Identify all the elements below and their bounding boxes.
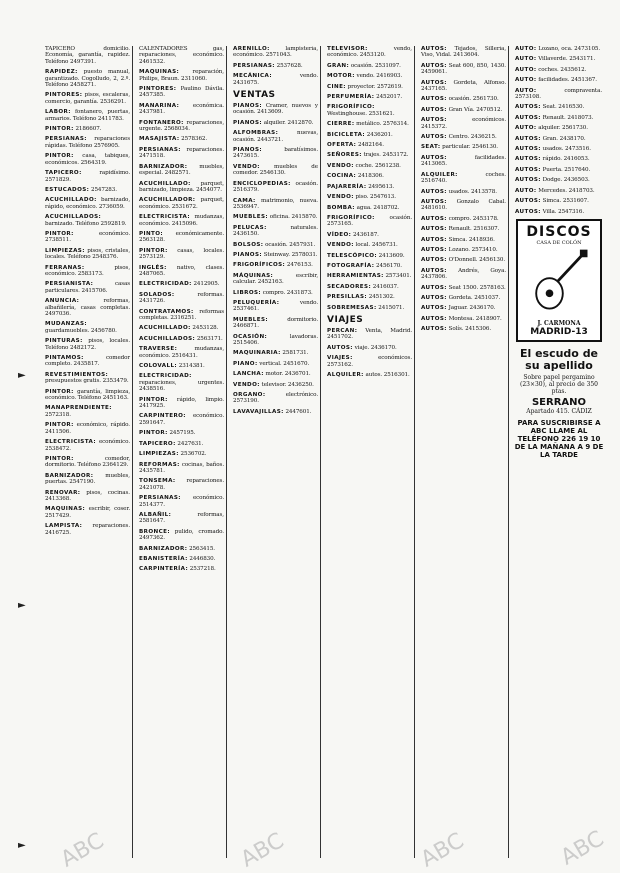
classified-ad: VENDO: coche. 2561238. xyxy=(327,162,401,169)
classified-ad: PINTOR: 2457195. xyxy=(139,430,196,437)
classified-ad: AUTOS: Seat 600, 850, 1430. 2459061. xyxy=(421,62,506,76)
classified-ad: MECÁNICA: vendo. 2431675. xyxy=(233,73,318,86)
classified-ad: AUTO: alquiler. 2561730. xyxy=(515,125,588,132)
classified-ad: SECADORES: 2416037. xyxy=(327,283,399,290)
classified-ad: AUTOS: Gordeta, Alfonso. 2437165. xyxy=(421,79,506,93)
classified-ad: ORGANO: electrónico. 2573190. xyxy=(233,392,318,405)
classified-ad: PINTOR: casas, locales. 2573129. xyxy=(139,247,224,261)
classified-ad: AUTOS: Puerta. 2517640. xyxy=(515,166,591,173)
classified-ad: PINTAMOS: comedor completo. 2435817. xyxy=(45,355,130,368)
classified-ad: EBANISTERÍA: 2446830. xyxy=(139,555,216,562)
classified-ad: ACUCHILLADOS: barnizado. Teléfono 2592819. xyxy=(45,214,127,227)
classified-ad: AUTOS: Gran Vía. 2470512. xyxy=(421,106,503,113)
classified-ad: PRESILLAS: 2451302. xyxy=(327,294,395,301)
classified-ad: PINTOR: 2186607. xyxy=(45,126,102,133)
classified-ad: MUEBLES: dormitorio. 2466871. xyxy=(233,316,318,330)
classified-ad: AUTO: coches. 2435612. xyxy=(515,66,587,73)
classified-ad: PINTO: económicamente. 2563128. xyxy=(139,230,224,244)
classified-ad: TAPICERO: rapidísimo. 2571829. xyxy=(45,170,130,183)
classified-ad: ELECTRICIDAD: reparaciones, urgentes. 2438516. xyxy=(139,373,224,393)
classified-ad: VÍDEO: 2436187. xyxy=(327,231,379,238)
classified-ad: INGLÉS: nativo, clases. 2487065. xyxy=(139,264,224,277)
classified-ad: AUTOS: ocasión. 2561730. xyxy=(421,96,499,103)
classified-ad: MUEBLES: oficina. 2415870. xyxy=(233,214,318,221)
classified-ad: ALQUILER: autos. 2516301. xyxy=(327,372,410,378)
classified-ad: HERRAMIENTAS: 2573401. xyxy=(327,273,412,280)
classified-ad: PINTOR: garantía, limpieza, económico. Teléfono 2451163. xyxy=(45,388,130,402)
tick-mark: ► xyxy=(18,600,26,611)
classified-ad: AUTOS: Dodge. 2436503. xyxy=(515,177,590,184)
classified-ad: CAMA: matrimonio, nueva. 2536947. xyxy=(233,197,318,210)
discos-advert xyxy=(516,219,602,342)
classified-ad: LABOR: fontanero, puertas, armarios. Teléfono 2411783. xyxy=(45,109,130,122)
classified-ad: AUTOS: facilidades. 2413065. xyxy=(421,154,506,168)
classified-ad: SOLADOS: reformas. 2431726. xyxy=(139,291,224,305)
classified-ad: AUTO: Lozano, oca. 2473105. xyxy=(515,46,601,52)
classified-ad: CARPINTERÍA: 2537218. xyxy=(139,566,216,573)
classified-ad: GRAN: ocasión. 2531097. xyxy=(327,62,401,69)
classified-ad: PINTOR: casa, tabiques, económicos. 2564319. xyxy=(45,153,130,166)
classified-ad: TAPICERO domicilio. Economía, garantía, rapidez. Teléfono 2497391. xyxy=(45,46,130,65)
classified-ad: TAPICERO: 2427631. xyxy=(139,440,204,447)
classified-ad: BARNIZADOR: muebles, especial. 2482571. xyxy=(139,163,224,177)
guitar-icon xyxy=(521,246,597,316)
classified-ad: AUTOS: económicos. 2415372. xyxy=(421,117,506,130)
classified-ad: AUTOS: Centro. 2436215. xyxy=(421,134,497,141)
classified-ad: AUTOS: Jaguar. 2436170. xyxy=(421,305,496,312)
classified-ad: PERSIANAS: reparaciones. 2471518. xyxy=(139,146,224,160)
classified-ad: VIAJES: económicos. 2573162. xyxy=(327,355,412,368)
classified-ad: PINTOR: económico. 2738511. xyxy=(45,230,130,244)
column-2 xyxy=(138,46,227,858)
classified-ad: ACUCHILLADOR: parquet, económico. 2531672. xyxy=(139,197,224,210)
classified-ad: SEAT: particular. 2546130. xyxy=(421,144,498,151)
classified-ad: AUTOS: Simca. 2531607. xyxy=(515,198,589,205)
classified-ad: PAJARERÍA: 2495613. xyxy=(327,183,395,190)
promo-headline: El escudo de su apellido xyxy=(519,346,599,372)
classified-ad: AUTOS: Seat 1500. 2578163. xyxy=(421,284,506,291)
classified-ad: AUTOS: usados. 2413578. xyxy=(421,188,497,195)
classified-ad: MASAJISTA: 2578362. xyxy=(139,136,208,143)
classified-ad: AUTOS: Lozano. 2573410. xyxy=(421,246,498,253)
section-heading: VIAJES xyxy=(327,314,364,325)
watermark-abc: ABC xyxy=(56,828,109,873)
classified-ad: ALBAÑIL: reformas, 2581647. xyxy=(139,511,224,525)
classified-ad: SOBREMESAS: 2415071. xyxy=(327,304,405,311)
classified-ad: VENDO: local. 2456731. xyxy=(327,242,398,249)
classified-ad: MÁQUINAS: escribir, calcular. 2452163. xyxy=(233,272,318,286)
watermark-abc: ABC xyxy=(236,828,289,873)
classified-ad: AUTOS: Villa. 2547316. xyxy=(515,208,585,215)
classified-ad: BOLSOS: ocasión. 2457931. xyxy=(233,241,316,248)
classified-ad: AUTOS: compro. 2453178. xyxy=(421,215,499,222)
classified-ad: FOTOGRAFÍA: 2456170. xyxy=(327,262,402,269)
classified-ad: AUTOS: Andrés, Goya. 2437806. xyxy=(421,267,506,281)
classified-ad: TELESCÓPICO: 2413609. xyxy=(327,252,405,259)
classified-ad: PERSIANAS: 2537628. xyxy=(233,62,303,69)
classified-ad: PINTOR: rápido, limpio. 2417925. xyxy=(139,396,224,410)
classified-ad: ENCICLOPEDIAS: ocasión. 2516379. xyxy=(233,180,318,194)
classified-ad: TONSEMA: reparaciones. 2421078. xyxy=(139,478,224,491)
classified-ad: AUTOS: O'Donnell. 2456130. xyxy=(421,257,506,264)
classified-ad: ELECTRICISTA: mudanzas, económico. 2415096. xyxy=(139,214,224,227)
classified-ad: PERSIANISTA: casas particulares. 2415706. xyxy=(45,281,130,294)
classified-ad: FERRANAS: pisos, económico. 2583173. xyxy=(45,264,130,277)
promo-brand: SERRANO xyxy=(531,396,587,408)
classified-ad: TRAVERSE: mudanzas, económico. 2516431. xyxy=(139,346,224,359)
classified-ad: AUTOS: viaje. 2436170. xyxy=(327,344,397,351)
classified-ad: AUTOS: Renault. 2516307. xyxy=(421,226,500,233)
classified-ad: COCINA: 2418306. xyxy=(327,173,384,180)
classified-ad: AUTO: Villaverde. 2543171. xyxy=(515,56,596,63)
section-heading: VENTAS xyxy=(233,90,276,101)
classified-ad: PINTORES: pisos, escaleras, comercio, garantía. 2536291. xyxy=(45,92,130,105)
classified-ad: PIANOS: alquiler. 2412870. xyxy=(233,119,314,126)
classified-ad: BRONCE: pulido, cromado. 2497362. xyxy=(139,528,224,542)
classified-ad: AUTOS: rápido. 2416053. xyxy=(515,156,590,163)
classified-ad: FRIGORÍFICO: ocasión. 2573165. xyxy=(327,214,412,228)
column-3 xyxy=(232,46,321,858)
classified-ad: REFORMAS: cocinas, baños. 2435781. xyxy=(139,461,224,474)
classified-ad: BARNIZADOR: 2563415. xyxy=(139,545,215,552)
classified-ad: AUTOS: Gonzalo Cabal. 2481610. xyxy=(421,198,506,212)
classified-ad: PERCAN: Venta, Madrid. 2451702. xyxy=(327,327,412,341)
classified-ad: MAQUINARIA: 2581731. xyxy=(233,350,309,357)
classified-ad: ACUCHILLADO: 2453128. xyxy=(139,325,219,332)
classified-ad: AUTO: compraventa. 2573108. xyxy=(515,87,602,101)
classified-ad: LIBROS: compro. 2431873. xyxy=(233,289,313,296)
classified-ad: ACUCHILLADOS: 2563171. xyxy=(139,335,223,342)
classified-ad: RAPIDEZ: puesto manual, garantizado. Cogolludo, 2, 2.º. Teléfono 2458271. xyxy=(45,69,130,89)
classified-ad: PELUQUERÍA: vendo. 2537461. xyxy=(233,299,318,313)
column-6 xyxy=(514,46,604,858)
classified-ad: CARPINTERO: económico. 2591647. xyxy=(139,413,224,426)
promo-address: Apartado 415. CÁDIZ xyxy=(526,407,592,415)
classified-ad: FRIGORÍFICO: Westinghouse. 2531621. xyxy=(327,104,395,117)
classified-ad: AUTOS: Gran. 2438170. xyxy=(515,135,586,142)
column-5 xyxy=(420,46,509,858)
watermark-abc: ABC xyxy=(556,826,609,871)
classified-ad: ELECTRICISTA: económico. 2538472. xyxy=(45,439,130,452)
classified-ad: AUTOS: Solís. 2415306. xyxy=(421,326,492,333)
classified-ad: CONTRATAMOS: reformas completas. 2316251. xyxy=(139,308,224,321)
classified-ad: PINTOR: económico, rápido. 2411506. xyxy=(45,422,130,435)
classified-ad: COLOVALL: 2314381. xyxy=(139,363,205,370)
classified-ad: ACUCHILLADO: parquet, barnizado, limpieza. 2454077. xyxy=(139,180,224,193)
classified-ad: AUTOS: usados. 2473516. xyxy=(515,146,591,153)
classified-ad: PIANO: vertical. 2451670. xyxy=(233,360,310,367)
classified-ad: LIMPIEZAS: pisos, cristales, locales. Teléfono 2548376. xyxy=(45,247,130,261)
classified-ad: PELUCAS: naturales. 2436150. xyxy=(233,224,318,238)
classified-ad: BOMBA: agua. 2418702. xyxy=(327,204,400,211)
classified-ad: ARENILLO: lampistería, económico. 2571043. xyxy=(233,46,318,59)
classified-ad: VENDO: televisor. 2436250. xyxy=(233,381,314,388)
classified-ad: AUTOS: Renault. 2418073. xyxy=(515,114,594,121)
discos-name: J. CARMONA xyxy=(537,319,581,327)
tick-mark: ► xyxy=(18,840,26,851)
classified-ad: BICICLETA: 2436201. xyxy=(327,131,393,138)
watermark-abc: ABC xyxy=(416,828,469,873)
classified-ad: LAVAVAJILLAS: 2447601. xyxy=(233,408,312,415)
classified-ad: ESTUCADOS: 2547283. xyxy=(45,186,117,193)
tick-mark: ► xyxy=(18,370,26,381)
classified-ad: PERFUMERÍA: 2452017. xyxy=(327,94,403,101)
classified-ad: PERSIANAS: reparaciones rápidas. Teléfono 2576905. xyxy=(45,136,130,149)
classified-ad: PERSIANAS: económico. 2514377. xyxy=(139,495,224,508)
classified-ad: RENOVAR: pisos, cocinas. 2413368. xyxy=(45,489,130,502)
promo-subtext: Sobre papel pergamino (23×30), al precio de 350 ptas. xyxy=(519,373,598,395)
classified-ad: REVESTIMIENTOS: presupuestos gratis. 2353479. xyxy=(45,371,129,385)
classified-ad: ELECTRICIDAD: 2412905. xyxy=(139,281,220,288)
classifieds-page xyxy=(44,46,604,858)
classified-ad: LAMPISTA: reparaciones. 2416725. xyxy=(45,523,130,536)
classified-ad: VENDO: muebles de comedor. 2546130. xyxy=(233,163,318,177)
classified-ad: PIANOS: Steinway. 2578031. xyxy=(233,251,318,258)
classified-ad: AUTOS: Montesa. 2418907. xyxy=(421,315,502,322)
classified-ad: MAQUINAS: reparación, Philips, Braun. 2311060. xyxy=(139,69,224,82)
classified-ad: PINTURAS: pisos, locales. Teléfono 2482172. xyxy=(45,338,130,351)
classified-ad: ALQUILER: coches. 2516740. xyxy=(421,171,506,185)
discos-title: DISCOS xyxy=(526,223,592,240)
classified-ad: FONTANERO: reparaciones, urgente. 2568034. xyxy=(139,119,224,133)
classified-ad: AUTO: facilidades. 2451367. xyxy=(515,77,597,84)
classified-ad: SEÑORES: trajes. 2453172. xyxy=(327,152,409,159)
classified-ad: ACUCHILLADO: barnizado, rápido, económico. 2736059. xyxy=(45,197,130,210)
classified-ad: MANAPRENDIENTE: 2572318. xyxy=(45,405,112,418)
classified-ad: LIMPIEZAS: 2536702. xyxy=(139,451,207,458)
classified-ad: PINTOR: comedor, dormitorio. Teléfono 2364129. xyxy=(45,455,130,469)
classified-ad: LANCHA: motor. 2436701. xyxy=(233,371,311,378)
classified-ad: VENDO: piso. 2547613. xyxy=(327,194,396,201)
classified-ad: OFERTA: 2482164. xyxy=(327,142,384,149)
classified-ad: TELEVISOR: vendo, económico. 2453120. xyxy=(327,46,412,59)
classified-ad: CINE: proyector. 2572619. xyxy=(327,83,403,90)
classified-ad: MANARINA: económica. 2437981. xyxy=(139,102,224,116)
classified-ad: CALENTADORES gas, reparaciones, económico. 2461532. xyxy=(139,46,224,65)
classified-ad: AUTOS: Seat. 2416530. xyxy=(515,104,585,111)
classified-ad: ANUNCIA: reformas, albañilería, casas completas. 2497036. xyxy=(45,298,130,317)
classified-ad: FRIGORÍFICOS: 2476153. xyxy=(233,262,313,269)
classified-ad: AUTOS: Simca. 2418936. xyxy=(421,236,495,243)
classified-ad: ALFOMBRAS: nuevas, ocasión. 2443721. xyxy=(233,130,318,143)
discos-sub: CASA DE COLÓN xyxy=(536,239,582,246)
classified-ad: CIERRE: metálico. 2576314. xyxy=(327,121,409,128)
column-4 xyxy=(326,46,415,858)
classified-ad: AUTOS: Tejados, Sillería, Viso, Vidal. 2413604. xyxy=(421,46,506,59)
discos-city: MADRID-13 xyxy=(530,326,588,337)
classified-ad: OCASIÓN: lavadoras. 2515406. xyxy=(233,333,318,346)
column-1 xyxy=(44,46,133,858)
classified-ad: PIANOS: baratísimos. 2473615. xyxy=(233,147,318,160)
classified-ad: AUTOS: Gordeta. 2451037. xyxy=(421,294,501,301)
classified-ad: BARNIZADOR: muebles, puertas. 2547190. xyxy=(45,472,130,486)
classified-ad: PIANOS: Cramer, nuevos y ocasión. 2413609. xyxy=(233,103,318,116)
classified-ad: PINTORES: Paulino Dávila. 2457385. xyxy=(139,86,224,99)
classified-ad: MAQUINAS: escribir, coser. 2517429. xyxy=(45,506,130,519)
classified-ad: AUTO: Mercedes. 2418703. xyxy=(515,187,595,194)
subscribe-notice: PARA SUSCRIBIRSE A ABC LLAME AL TELÉFONO 226 19 10 DE LA MAÑANA A 9 DE LA TARDE xyxy=(514,418,604,459)
classified-ad: MOTOR: vendo. 2416903. xyxy=(327,73,403,80)
classified-ad: MUDANZAS: guardamuebles. 2456780. xyxy=(45,321,117,334)
